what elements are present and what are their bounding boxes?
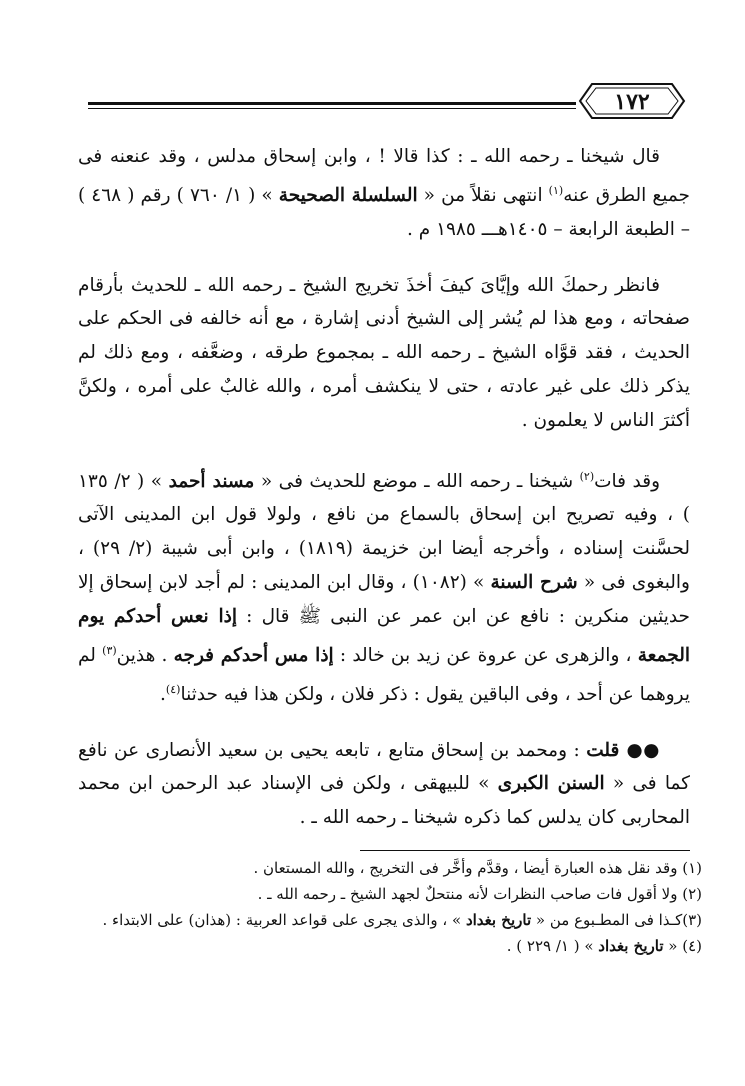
text-run: » ( ٢/ ١٣٥ ) ، وفيه تصريح ابن إسحاق بالسماع من نافع ، ولولا قول ابن المدينى الآتى لحسَّنت إسناده ، وأخرجه أيضا ابن خزيمة (١٨١٩) ، وابن أبى شيبة (٢/ ٢٩) ، والبغوى فى « (78, 470, 690, 594)
text-run: » للبيهقى ، ولكن فى الإسناد عبد الرحمن ابن محمد المحاربى كان يدلس كما ذكره شيخنا ـ رحمه الله ـ . (78, 773, 690, 829)
header-rule-thin (88, 108, 576, 109)
bold-text: تاريخ بغداد (465, 911, 532, 929)
text-run: وقد فات (594, 470, 661, 492)
footnote (62, 907, 702, 933)
text-run: » ( ١/ ٢٢٩ ) . (506, 937, 599, 955)
text-run: (٤) « (663, 937, 702, 955)
paragraph (78, 460, 690, 712)
text-run: . هذين (116, 644, 174, 666)
bold-text: إذا مس أحدكم فرجه (173, 644, 334, 666)
footnote-ref: (١) (548, 183, 564, 197)
bold-text: تاريخ بغداد (598, 937, 664, 955)
footnote-ref: (٢) (579, 469, 595, 483)
footnote (62, 933, 702, 959)
page-number-badge (578, 82, 686, 120)
text-run: قال شيخنا ـ رحمه الله ـ : كذا قالا ! ، وابن إسحاق مدلس ، وقد عنعنه فى جميع الطرق عنه (78, 146, 690, 206)
header-rule-thick (88, 102, 576, 105)
main-text (78, 140, 690, 857)
text-run: » (١٠٨٢) ، وقال ابن المدينى : لم أجد لابن إسحاق إلا حديثين منكرين : نافع عن ابن عمر عن النبى ﷺ قال : (78, 572, 690, 627)
paragraph (78, 269, 690, 438)
footnote-separator (360, 850, 690, 851)
text-run: . (160, 683, 166, 705)
bold-text: ●● قلت (586, 739, 661, 761)
text-run: شيخنا ـ رحمه الله ـ موضع للحديث فى « (254, 470, 580, 492)
bold-text: مسند أحمد (168, 470, 255, 492)
bold-text: السنن الكبرى (497, 773, 605, 795)
text-run: فانظر رحمكَ الله وإيَّاىَ كيفَ أخذَ تخريج الشيخ ـ رحمه الله ـ للحديث بأرقام صفحاته ، ومع هذا لم يُشر إلى الشيخ أدنى إشارة ، مع أنه خالفه فى الحكم على الحديث ، فقد قوَّاه الشيخ ـ رحمه الله ـ بمجموع طرقه ، وضعَّفه ، ومع ذلك لم يذكر ذلك على غير عادته ، حتى لا ينكشف أمره ، والله غالبٌ على أمره ، ولكنَّ أكثرَ الناس لا يعلمون . (78, 274, 690, 431)
footnote (62, 881, 702, 907)
paragraph (78, 734, 690, 835)
bold-text: إذا نعس أحدكم يوم الجمعة (78, 605, 690, 666)
footnote-ref: (٤) (165, 682, 181, 696)
text-run: (٣)كـذا فى المطـبوع من « (531, 911, 702, 929)
text-run: ، والزهرى عن عروة عن زيد بن خالد : (333, 644, 638, 666)
bold-text: شرح السنة (490, 572, 578, 594)
text-run: (٢) ولا أقول فات صاحب النظرات لأنه منتحلٌ لجهد الشيخ ـ رحمه الله ـ . (257, 885, 702, 903)
text-run: » ( ١/ ٧٦٠ ) رقم ( ٤٦٨ ) – الطبعة الرابعة – ١٤٠٥هـــ ١٩٨٥ م . (78, 184, 690, 240)
text-run: لم يروهما عن أحد ، وفى الباقين يقول : ذكر فلان ، ولكن هذا فيه حدثنا (78, 644, 690, 705)
bold-text: السلسلة الصحيحة (278, 184, 418, 206)
text-run: (١) وقد نقل هذه العبارة أيضا ، وقدَّم وأخَّر فى التخريج ، والله المستعان . (253, 859, 702, 877)
text-run: : ومحمد بن إسحاق متابع ، تابعه يحيى بن سعيد الأنصارى عن نافع كما فى « (78, 739, 690, 795)
paragraph (78, 140, 690, 247)
page-number: ١٧٢ (614, 89, 650, 115)
page-header (88, 80, 688, 124)
footnotes (62, 855, 702, 959)
footnote (62, 855, 702, 881)
text-run: » ، والذى يجرى على قواعد العربية : (هذان) على الابتداء . (102, 911, 466, 929)
text-run: انتهى نقلاً من « (417, 184, 549, 206)
footnote-ref: (٣) (102, 643, 117, 657)
